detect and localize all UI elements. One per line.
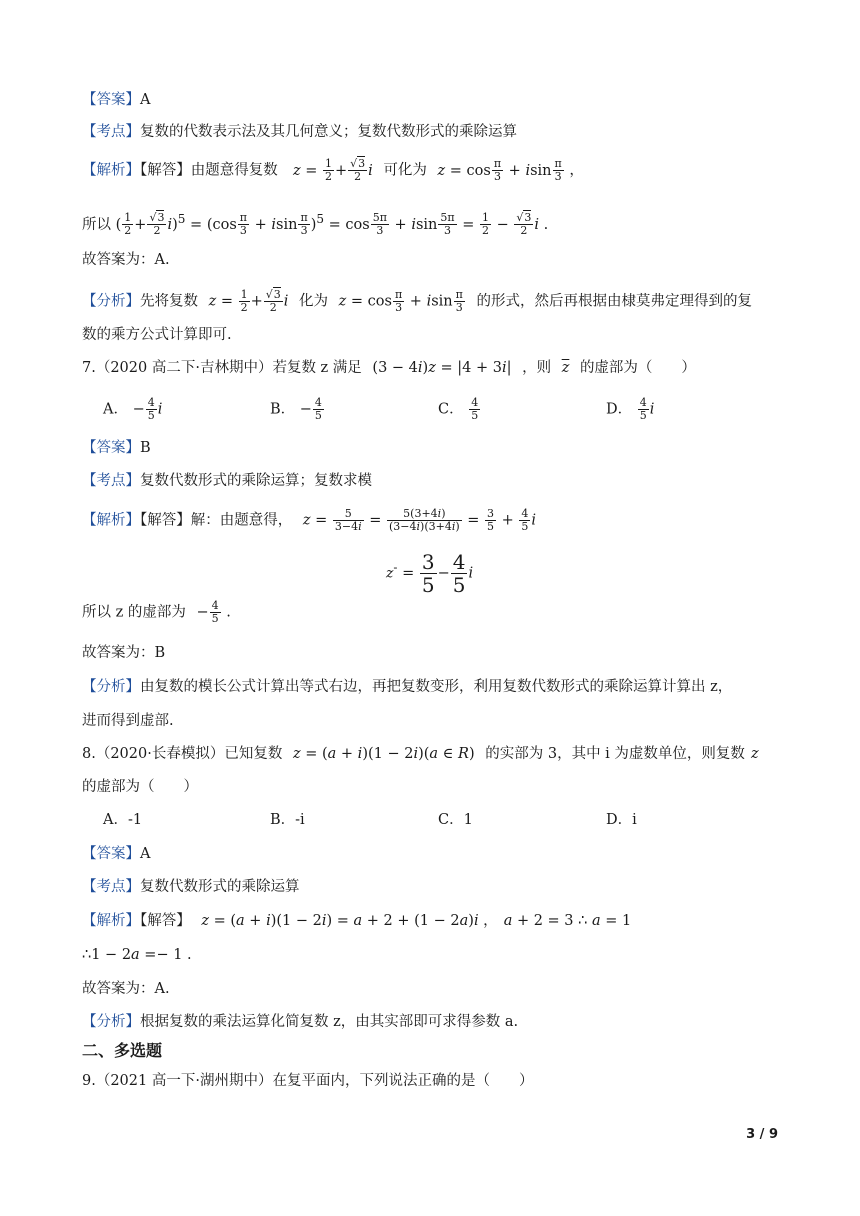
- q7-option-a[interactable]: A． − $\frac{4}{5}$ i: [103, 396, 163, 422]
- q8-therefore-line: ∴1 − 2a =− 1 .: [82, 947, 192, 963]
- q8-summary-line: [82, 1011, 518, 1033]
- q8-answer-line: [82, 843, 150, 865]
- point-text: 复数代数形式的乘除运算；复数求模: [140, 473, 372, 489]
- q6-so-line: 所以 ( $\frac{1}{2}$ + $\frac{√3}{2}$ i)$^5$ = (cos $\frac{\pi}{3}$ + isin $\frac{\pi}{3}$ )$^5$ = cos $\frac{5\pi}{3}$ + isin $\frac{5\pi}{3}$ = $\frac{1}{2}$ − $\frac{√3}{2}$ i .: [82, 211, 549, 238]
- answer-tag: 【答案】: [82, 846, 140, 862]
- formula-power: ( $\frac{1}{2}$ + $\frac{√3}{2}$ i)$^5$ = (cos $\frac{\pi}{3}$ + isin $\frac{\pi}{3}$ )$^5$ = cos $\frac{5\pi}{3}$ + isin $\frac{5\pi}{3}$ = $\frac{1}{2}$ − $\frac{√3}{2}$ i: [115, 211, 540, 238]
- solve-text: 由题意得复数: [190, 162, 278, 179]
- q6-summary-line: 【分析】先将复数 z = $\frac{1}{2}$ + $\frac{√3}{2}$ i 化为 z = cos $\frac{\pi}{3}$ + isin $\frac{\pi}{3}$ 的形式，然后再根据由棣莫弗定理得到的复: [82, 288, 752, 314]
- q7-stem-mid: ，则: [522, 360, 552, 376]
- point-text: 复数的代数表示法及其几何意义；复数代数形式的乘除运算: [140, 124, 517, 140]
- summary-pre: 先将复数: [140, 293, 198, 310]
- summary-text: 根据复数的乘法运算化简复数 z，由其实部即可求得参数 a.: [140, 1014, 519, 1030]
- q7-point-line: [82, 470, 372, 492]
- q6-solve-line: 【解析】【解答】由题意得复数 z = $\frac{1}{2}$ + $\frac{√3}{2}$ i 可化为 z = cos $\frac{\pi}{3}$ + isin $\frac{\pi}{3}$ ，: [82, 157, 584, 183]
- q7-option-b[interactable]: B． − $\frac{4}{5}$: [270, 396, 322, 422]
- solve-tag: 【解答】: [140, 512, 191, 529]
- summary-mid: 化为: [299, 293, 329, 310]
- q7-option-d[interactable]: D． $\frac{4}{5}$ i: [606, 396, 655, 422]
- answer-value: A: [140, 92, 151, 108]
- analysis-tag: 【解析】: [82, 512, 140, 529]
- answer-value: A: [140, 846, 151, 862]
- q7-summary-line: [82, 676, 732, 698]
- q7-conclusion: 故答案为：B: [82, 645, 166, 661]
- formula-cos: z = cos $\frac{\pi}{3}$ + isin $\frac{\pi}{3}$: [437, 157, 562, 183]
- solve-tag: 【解答】: [140, 913, 191, 929]
- solve-tag: 【解答】: [140, 162, 191, 179]
- q6-conclusion: 故答案为：A.: [82, 252, 170, 268]
- q8-stem-pre: 8.（2020·长春模拟）已知复数: [82, 746, 283, 762]
- formula-z: z = $\frac{1}{2}$ + $\frac{√3}{2}$ i: [292, 157, 373, 183]
- page-number: 3 / 9: [746, 1127, 778, 1142]
- analysis-tag: 【解析】: [82, 913, 140, 929]
- summary-tag: 【分析】: [82, 679, 140, 695]
- point-tag: 【考点】: [82, 879, 140, 895]
- solve-text: 解：由题意得，: [190, 512, 293, 529]
- q8-option-b[interactable]: B．-i: [270, 812, 305, 828]
- summary-tag: 【分析】: [82, 1014, 140, 1030]
- q8-option-d[interactable]: D．i: [606, 812, 637, 828]
- answer-value: B: [140, 440, 151, 456]
- section-heading: 二、多选题: [82, 1041, 163, 1060]
- q7-summary-line2: 进而得到虚部.: [82, 713, 174, 729]
- so-text: 所以: [82, 216, 111, 233]
- q6-summary-line2: 数的乘方公式计算即可.: [82, 327, 232, 343]
- point-tag: 【考点】: [82, 473, 140, 489]
- summary-text: 由复数的模长公式计算出等式右边，再把复数变形，利用复数代数形式的乘除运算计算出 z，: [140, 679, 733, 695]
- summary-post: 的形式，然后再根据由棣莫弗定理得到的复: [476, 293, 752, 310]
- q7-option-c[interactable]: C． $\frac{4}{5}$: [438, 396, 479, 422]
- q9-stem: 9.（2021 高一下·湖州期中）在复平面内，下列说法正确的是（ ）: [82, 1073, 534, 1089]
- analysis-tag: 【解析】: [82, 162, 140, 179]
- answer-tag: 【答案】: [82, 92, 140, 108]
- q7-so-line: 所以 z 的虚部为 − $\frac{4}{5}$ .: [82, 599, 231, 625]
- q7-stem: 7.（2020 高二下·吉林期中）若复数 z 满足 (3 − 4i)z = |4 + 3i| ，则 $\overline{z}$ 的虚部为（ ）: [82, 360, 696, 376]
- q7-stem-post: 的虚部为（ ）: [579, 360, 696, 376]
- q8-point-line: [82, 876, 300, 898]
- q6-answer-line: [82, 89, 150, 111]
- point-tag: 【考点】: [82, 124, 140, 140]
- q8-stem-post: 的实部为 3，其中 i 为虚数单位，则复数: [485, 746, 745, 762]
- answer-tag: 【答案】: [82, 440, 140, 456]
- q8-option-c[interactable]: C．1: [438, 812, 473, 828]
- q7-answer-line: [82, 437, 151, 459]
- q8-stem: 8.（2020·长春模拟）已知复数 z = (a + i)(1 − 2i)(a ∈ R) 的实部为 3，其中 i 为虚数单位，则复数 z: [82, 746, 759, 762]
- q8-solve-line: 【解析】【解答】 z = (a + i)(1 − 2i) = a + 2 + (1 − 2a)i ， a + 2 = 3 ∴ a = 1: [82, 913, 632, 929]
- point-text: 复数代数形式的乘除运算: [140, 879, 300, 895]
- q6-point-line: [82, 121, 517, 143]
- q7-solve-line: 【解析】【解答】解：由题意得， z = $\frac{5}{3-4i}$ = $\frac{5(3+4i)}{(3-4i)(3+4i)}$ = $\frac{3}{5}$ + $\frac{4}{5}$ i: [82, 507, 537, 533]
- summary-tag: 【分析】: [82, 293, 140, 310]
- q7-stem-pre: 7.（2020 高二下·吉林期中）若复数 z 满足: [82, 360, 362, 376]
- so-text: 所以 z 的虚部为: [82, 604, 186, 621]
- q7-zbar-formula: z- = $\frac{3}{5}$ − $\frac{4}{5}$ i: [386, 550, 474, 597]
- solve-mid-text: 可化为: [383, 162, 427, 179]
- q8-stem-line2: 的虚部为（ ）: [82, 779, 198, 795]
- q8-conclusion: 故答案为：A.: [82, 981, 170, 997]
- q8-option-a[interactable]: A．-1: [103, 812, 143, 828]
